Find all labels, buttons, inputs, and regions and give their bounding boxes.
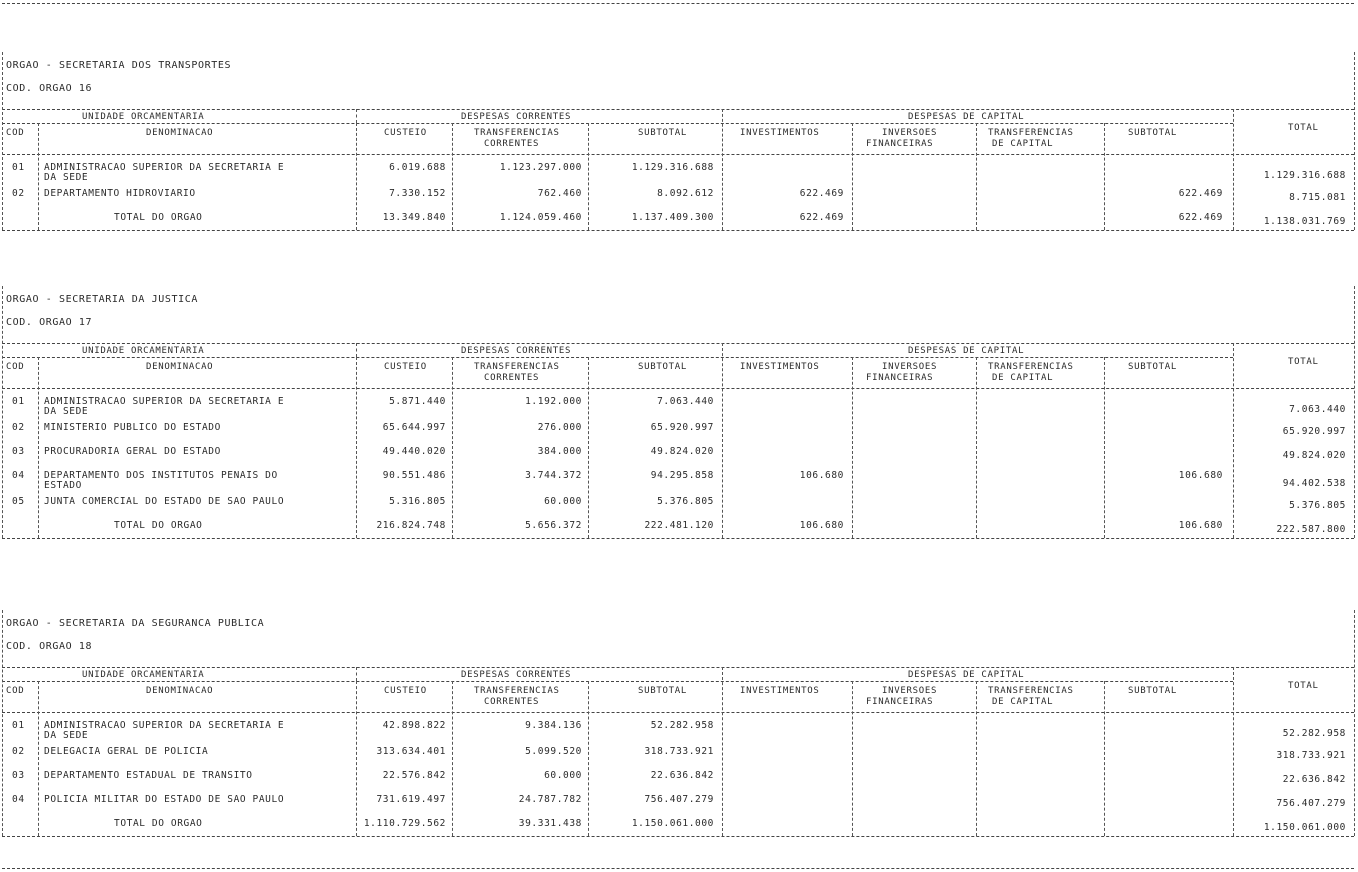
header-inversoes: INVERSOES [882, 686, 938, 696]
header-subtotal-capital: SUBTOTAL [1128, 362, 1177, 372]
header-transferencias-capital-2: DE CAPITAL [992, 697, 1054, 707]
row-cod: 02 [12, 422, 25, 433]
row-total: 1.150.061.000 [1263, 822, 1346, 833]
column-divider [1354, 286, 1355, 538]
header-subtotal: SUBTOTAL [638, 362, 687, 372]
row-cod: 02 [12, 188, 25, 199]
row-denominacao: POLICIA MILITAR DO ESTADO DE SAO PAULO [44, 794, 285, 805]
row-custeio: 313.634.401 [376, 746, 446, 757]
header-custeio: CUSTEIO [384, 128, 427, 138]
header-transferencias-correntes: TRANSFERENCIAS [474, 128, 560, 138]
header-despesas-correntes: DESPESAS CORRENTES [461, 346, 572, 356]
header-total: TOTAL [1288, 681, 1319, 691]
header-denominacao: DENOMINACAO [146, 362, 214, 372]
header-transferencias-correntes-2: CORRENTES [484, 373, 540, 383]
header-transferencias-correntes-2: CORRENTES [484, 139, 540, 149]
dashed-rule [2, 123, 1233, 124]
header-despesas-capital: DESPESAS DE CAPITAL [908, 346, 1025, 356]
header-subtotal-capital: SUBTOTAL [1128, 128, 1177, 138]
row-subtotal-capital: 106.680 [1178, 520, 1223, 531]
column-divider [722, 343, 723, 538]
row-transferencias-correntes: 5.099.520 [525, 746, 582, 757]
row-total-label: TOTAL DO ORGAO [114, 520, 203, 531]
row-total: 318.733.921 [1276, 750, 1346, 761]
header-transferencias-capital: TRANSFERENCIAS [988, 362, 1074, 372]
column-divider [452, 123, 453, 230]
row-investimentos: 106.680 [799, 470, 844, 481]
row-transferencias-correntes: 384.000 [537, 446, 582, 457]
section-code: COD. ORGAO 18 [6, 641, 93, 652]
row-transferencias-correntes: 1.124.059.460 [499, 212, 582, 223]
header-unidade-orcamentaria: UNIDADE ORCAMENTARIA [82, 346, 205, 356]
row-custeio: 90.551.486 [382, 470, 446, 481]
section-code: COD. ORGAO 17 [6, 317, 93, 328]
row-transferencias-correntes: 1.123.297.000 [499, 162, 582, 173]
header-custeio: CUSTEIO [384, 686, 427, 696]
column-divider [1233, 343, 1234, 538]
row-custeio: 5.316.805 [389, 496, 446, 507]
header-despesas-capital: DESPESAS DE CAPITAL [908, 112, 1025, 122]
row-total: 1.138.031.769 [1263, 216, 1346, 227]
column-divider [852, 681, 853, 836]
row-total: 222.587.800 [1276, 524, 1346, 535]
row-cod: 01 [12, 162, 25, 173]
header-subtotal: SUBTOTAL [638, 686, 687, 696]
row-transferencias-correntes: 39.331.438 [518, 818, 582, 829]
dashed-rule [2, 712, 1354, 713]
row-transferencias-correntes: 1.192.000 [525, 396, 582, 407]
header-despesas-correntes: DESPESAS CORRENTES [461, 112, 572, 122]
row-total: 52.282.958 [1282, 728, 1346, 739]
row-investimentos: 622.469 [799, 212, 844, 223]
header-subtotal-capital: SUBTOTAL [1128, 686, 1177, 696]
row-cod: 03 [12, 770, 25, 781]
header-unidade-orcamentaria: UNIDADE ORCAMENTARIA [82, 670, 205, 680]
column-divider [356, 123, 357, 230]
row-denominacao: DEPARTAMENTO ESTADUAL DE TRANSITO [44, 770, 253, 781]
section-title: ORGAO - SECRETARIA DA SEGURANCA PUBLICA [6, 618, 265, 629]
header-inversoes: INVERSOES [882, 128, 938, 138]
row-denominacao-cont: DA SEDE [44, 406, 89, 417]
row-custeio: 1.110.729.562 [363, 818, 446, 829]
column-divider [2, 610, 3, 836]
header-cod: COD [6, 362, 25, 372]
header-denominacao: DENOMINACAO [146, 128, 214, 138]
dashed-rule [2, 343, 1354, 344]
header-investimentos: INVESTIMENTOS [740, 128, 820, 138]
section-title: ORGAO - SECRETARIA DOS TRANSPORTES [6, 60, 232, 71]
row-denominacao: PROCURADORIA GERAL DO ESTADO [44, 446, 221, 457]
column-divider [38, 681, 39, 836]
row-total: 756.407.279 [1276, 798, 1346, 809]
column-divider [2, 286, 3, 538]
row-subtotal-capital: 106.680 [1178, 470, 1223, 481]
row-denominacao: DEPARTAMENTO HIDROVIARIO [44, 188, 196, 199]
row-denominacao: DEPARTAMENTO DOS INSTITUTOS PENAIS DO [44, 470, 278, 481]
header-inversoes-2: FINANCEIRAS [866, 373, 934, 383]
column-divider [722, 109, 723, 230]
column-divider [452, 681, 453, 836]
column-divider [452, 357, 453, 538]
dashed-rule [2, 681, 1233, 682]
column-divider [1354, 610, 1355, 836]
row-custeio: 731.619.497 [376, 794, 446, 805]
column-divider [976, 123, 977, 230]
dashed-rule [2, 868, 1354, 869]
row-subtotal: 5.376.805 [657, 496, 714, 507]
row-custeio: 22.576.842 [382, 770, 446, 781]
dashed-rule [2, 538, 1354, 539]
column-divider [38, 357, 39, 538]
row-cod: 03 [12, 446, 25, 457]
row-denominacao: MINISTERIO PUBLICO DO ESTADO [44, 422, 221, 433]
row-denominacao: ADMINISTRACAO SUPERIOR DA SECRETARIA E [44, 162, 285, 173]
header-transferencias-capital: TRANSFERENCIAS [988, 128, 1074, 138]
row-denominacao: ADMINISTRACAO SUPERIOR DA SECRETARIA E [44, 720, 285, 731]
column-divider [1233, 109, 1234, 230]
header-cod: COD [6, 128, 25, 138]
row-subtotal: 94.295.858 [650, 470, 714, 481]
dashed-rule [2, 667, 1354, 668]
column-divider [356, 357, 357, 538]
header-despesas-correntes: DESPESAS CORRENTES [461, 670, 572, 680]
dashed-rule [2, 836, 1354, 837]
row-cod: 01 [12, 396, 25, 407]
row-subtotal-capital: 622.469 [1178, 188, 1223, 199]
row-denominacao: ADMINISTRACAO SUPERIOR DA SECRETARIA E [44, 396, 285, 407]
column-divider [1354, 52, 1355, 230]
row-subtotal: 52.282.958 [650, 720, 714, 731]
column-divider [1104, 123, 1105, 230]
section-title: ORGAO - SECRETARIA DA JUSTICA [6, 294, 198, 305]
row-total: 8.715.081 [1289, 192, 1346, 203]
row-custeio: 6.019.688 [389, 162, 446, 173]
row-custeio: 42.898.822 [382, 720, 446, 731]
row-denominacao-cont: DA SEDE [44, 172, 89, 183]
row-cod: 04 [12, 470, 25, 481]
header-despesas-capital: DESPESAS DE CAPITAL [908, 670, 1025, 680]
header-transferencias-correntes: TRANSFERENCIAS [474, 362, 560, 372]
row-cod: 05 [12, 496, 25, 507]
column-divider [356, 343, 357, 357]
header-transferencias-capital-2: DE CAPITAL [992, 139, 1054, 149]
row-subtotal: 756.407.279 [644, 794, 714, 805]
dashed-rule [2, 388, 1354, 389]
row-subtotal: 1.150.061.000 [631, 818, 714, 829]
column-divider [2, 52, 3, 230]
column-divider [588, 123, 589, 230]
row-transferencias-correntes: 24.787.782 [518, 794, 582, 805]
row-total: 5.376.805 [1289, 500, 1346, 511]
header-unidade-orcamentaria: UNIDADE ORCAMENTARIA [82, 112, 205, 122]
dashed-rule [2, 230, 1354, 231]
row-subtotal: 49.824.020 [650, 446, 714, 457]
header-transferencias-correntes: TRANSFERENCIAS [474, 686, 560, 696]
row-custeio: 7.330.152 [389, 188, 446, 199]
column-divider [1233, 667, 1234, 836]
row-total-label: TOTAL DO ORGAO [114, 818, 203, 829]
row-total: 7.063.440 [1289, 404, 1346, 415]
header-denominacao: DENOMINACAO [146, 686, 214, 696]
column-divider [722, 667, 723, 836]
column-divider [976, 357, 977, 538]
row-transferencias-correntes: 762.460 [537, 188, 582, 199]
row-total: 65.920.997 [1282, 426, 1346, 437]
column-divider [588, 357, 589, 538]
row-denominacao: JUNTA COMERCIAL DO ESTADO DE SAO PAULO [44, 496, 285, 507]
row-transferencias-correntes: 60.000 [544, 496, 582, 507]
header-transferencias-capital: TRANSFERENCIAS [988, 686, 1074, 696]
header-transferencias-correntes-2: CORRENTES [484, 697, 540, 707]
row-investimentos: 622.469 [799, 188, 844, 199]
column-divider [356, 667, 357, 681]
column-divider [38, 123, 39, 230]
header-investimentos: INVESTIMENTOS [740, 686, 820, 696]
dashed-rule [2, 154, 1354, 155]
header-subtotal: SUBTOTAL [638, 128, 687, 138]
column-divider [1104, 357, 1105, 538]
row-custeio: 13.349.840 [382, 212, 446, 223]
header-inversoes-2: FINANCEIRAS [866, 139, 934, 149]
row-transferencias-correntes: 60.000 [544, 770, 582, 781]
row-subtotal: 318.733.921 [644, 746, 714, 757]
row-total-label: TOTAL DO ORGAO [114, 212, 203, 223]
column-divider [588, 681, 589, 836]
row-total: 1.129.316.688 [1263, 170, 1346, 181]
row-subtotal: 65.920.997 [650, 422, 714, 433]
column-divider [852, 123, 853, 230]
row-denominacao: DELEGACIA GERAL DE POLICIA [44, 746, 209, 757]
row-transferencias-correntes: 3.744.372 [525, 470, 582, 481]
row-total: 49.824.020 [1282, 450, 1346, 461]
dashed-rule [2, 3, 1354, 4]
row-transferencias-correntes: 9.384.136 [525, 720, 582, 731]
column-divider [976, 681, 977, 836]
row-denominacao-cont: DA SEDE [44, 730, 89, 741]
header-custeio: CUSTEIO [384, 362, 427, 372]
row-custeio: 49.440.020 [382, 446, 446, 457]
row-cod: 02 [12, 746, 25, 757]
column-divider [356, 681, 357, 836]
column-divider [1104, 681, 1105, 836]
row-custeio: 216.824.748 [376, 520, 446, 531]
header-cod: COD [6, 686, 25, 696]
header-inversoes: INVERSOES [882, 362, 938, 372]
row-transferencias-correntes: 5.656.372 [525, 520, 582, 531]
row-transferencias-correntes: 276.000 [537, 422, 582, 433]
row-denominacao-cont: ESTADO [44, 480, 82, 491]
row-subtotal: 22.636.842 [650, 770, 714, 781]
row-subtotal: 222.481.120 [644, 520, 714, 531]
row-total: 22.636.842 [1282, 774, 1346, 785]
column-divider [356, 109, 357, 123]
dashed-rule [2, 109, 1354, 110]
row-subtotal-capital: 622.469 [1178, 212, 1223, 223]
header-transferencias-capital-2: DE CAPITAL [992, 373, 1054, 383]
header-total: TOTAL [1288, 357, 1319, 367]
section-code: COD. ORGAO 16 [6, 83, 93, 94]
row-cod: 01 [12, 720, 25, 731]
dashed-rule [2, 357, 1233, 358]
row-cod: 04 [12, 794, 25, 805]
row-custeio: 65.644.997 [382, 422, 446, 433]
header-inversoes-2: FINANCEIRAS [866, 697, 934, 707]
column-divider [852, 357, 853, 538]
row-subtotal: 1.129.316.688 [631, 162, 714, 173]
row-investimentos: 106.680 [799, 520, 844, 531]
header-investimentos: INVESTIMENTOS [740, 362, 820, 372]
row-total: 94.402.538 [1282, 478, 1346, 489]
row-custeio: 5.871.440 [389, 396, 446, 407]
row-subtotal: 8.092.612 [657, 188, 714, 199]
row-subtotal: 7.063.440 [657, 396, 714, 407]
header-total: TOTAL [1288, 123, 1319, 133]
row-subtotal: 1.137.409.300 [631, 212, 714, 223]
